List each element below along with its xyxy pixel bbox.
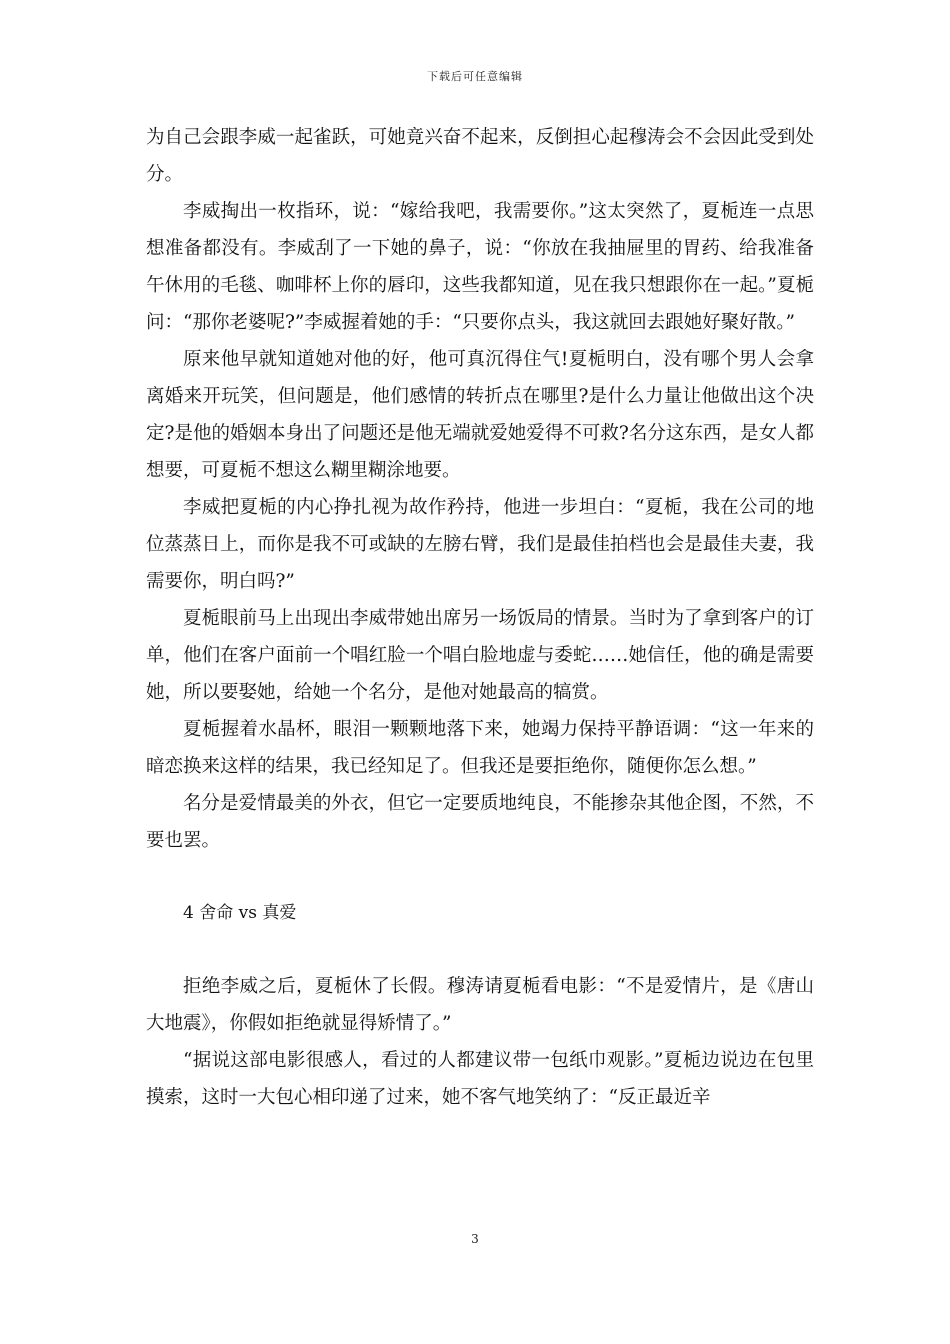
paragraph: 名分是爱情最美的外衣，但它一定要质地纯良，不能掺杂其他企图，不然，不要也罢。 — [146, 793, 814, 851]
document-body — [146, 119, 814, 1116]
spacer — [146, 932, 814, 968]
paragraph-continued: 为自己会跟李威一起雀跃，可她竟兴奋不起来，反倒担心起穆涛会不会因此受到处分。 — [146, 127, 814, 185]
paragraph: 夏栀眼前马上出现出李威带她出席另一场饭局的情景。当时为了拿到客户的订单，他们在客户面前一个唱红脸一个唱白脸地虚与委蛇……她信任，他的确是需要她，所以要娶她，给她一个名分，是他对她最高的犒赏。 — [146, 608, 814, 703]
paragraph: 李威把夏栀的内心挣扎视为故作矜持，他进一步坦白：“夏栀，我在公司的地位蒸蒸日上，而你是我不可或缺的左膀右臂，我们是最佳拍档也会是最佳夫妻，我需要你，明白吗?” — [146, 497, 814, 592]
paragraph: 李威掏出一枚指环，说：“嫁给我吧，我需要你。”这太突然了，夏栀连一点思想准备都没有。李威刮了一下她的鼻子，说：“你放在我抽屉里的胃药、给我准备午休用的毛毯、咖啡杯上你的唇印，这些我都知道，见在我只想跟你在一起。”夏栀问：“那你老婆呢?”李威握着她的手：“只要你点头，我这就回去跟她好聚好散。” — [146, 201, 814, 333]
page-header: 下载后可任意编辑 — [427, 70, 523, 83]
section-heading: 4 舍命 vs 真爱 — [183, 903, 297, 923]
paragraph: 夏栀握着水晶杯，眼泪一颗颗地落下来，她竭力保持平静语调：“这一年来的暗恋换来这样的结果，我已经知足了。但我还是要拒绝你，随便你怎么想。” — [146, 719, 814, 777]
page-number: 3 — [471, 1232, 479, 1246]
paragraph: 原来他早就知道她对他的好，他可真沉得住气!夏栀明白，没有哪个男人会拿离婚来开玩笑，但问题是，他们感情的转折点在哪里?是什么力量让他做出这个决定?是他的婚姻本身出了问题还是他无端就爱她爱得不可救?名分这东西，是女人都想要，可夏栀不想这么糊里糊涂地要。 — [146, 349, 814, 481]
spacer — [146, 859, 814, 895]
paragraph-truncated: “据说这部电影很感人，看过的人都建议带一包纸巾观影。”夏栀边说边在包里摸索，这时一大包心相印递了过来，她不客气地笑纳了：“反正最近辛 — [146, 1050, 814, 1108]
paragraph: 拒绝李威之后，夏栀休了长假。穆涛请夏栀看电影：“不是爱情片，是《唐山大地震》，你假如拒绝就显得矫情了。” — [146, 976, 814, 1034]
